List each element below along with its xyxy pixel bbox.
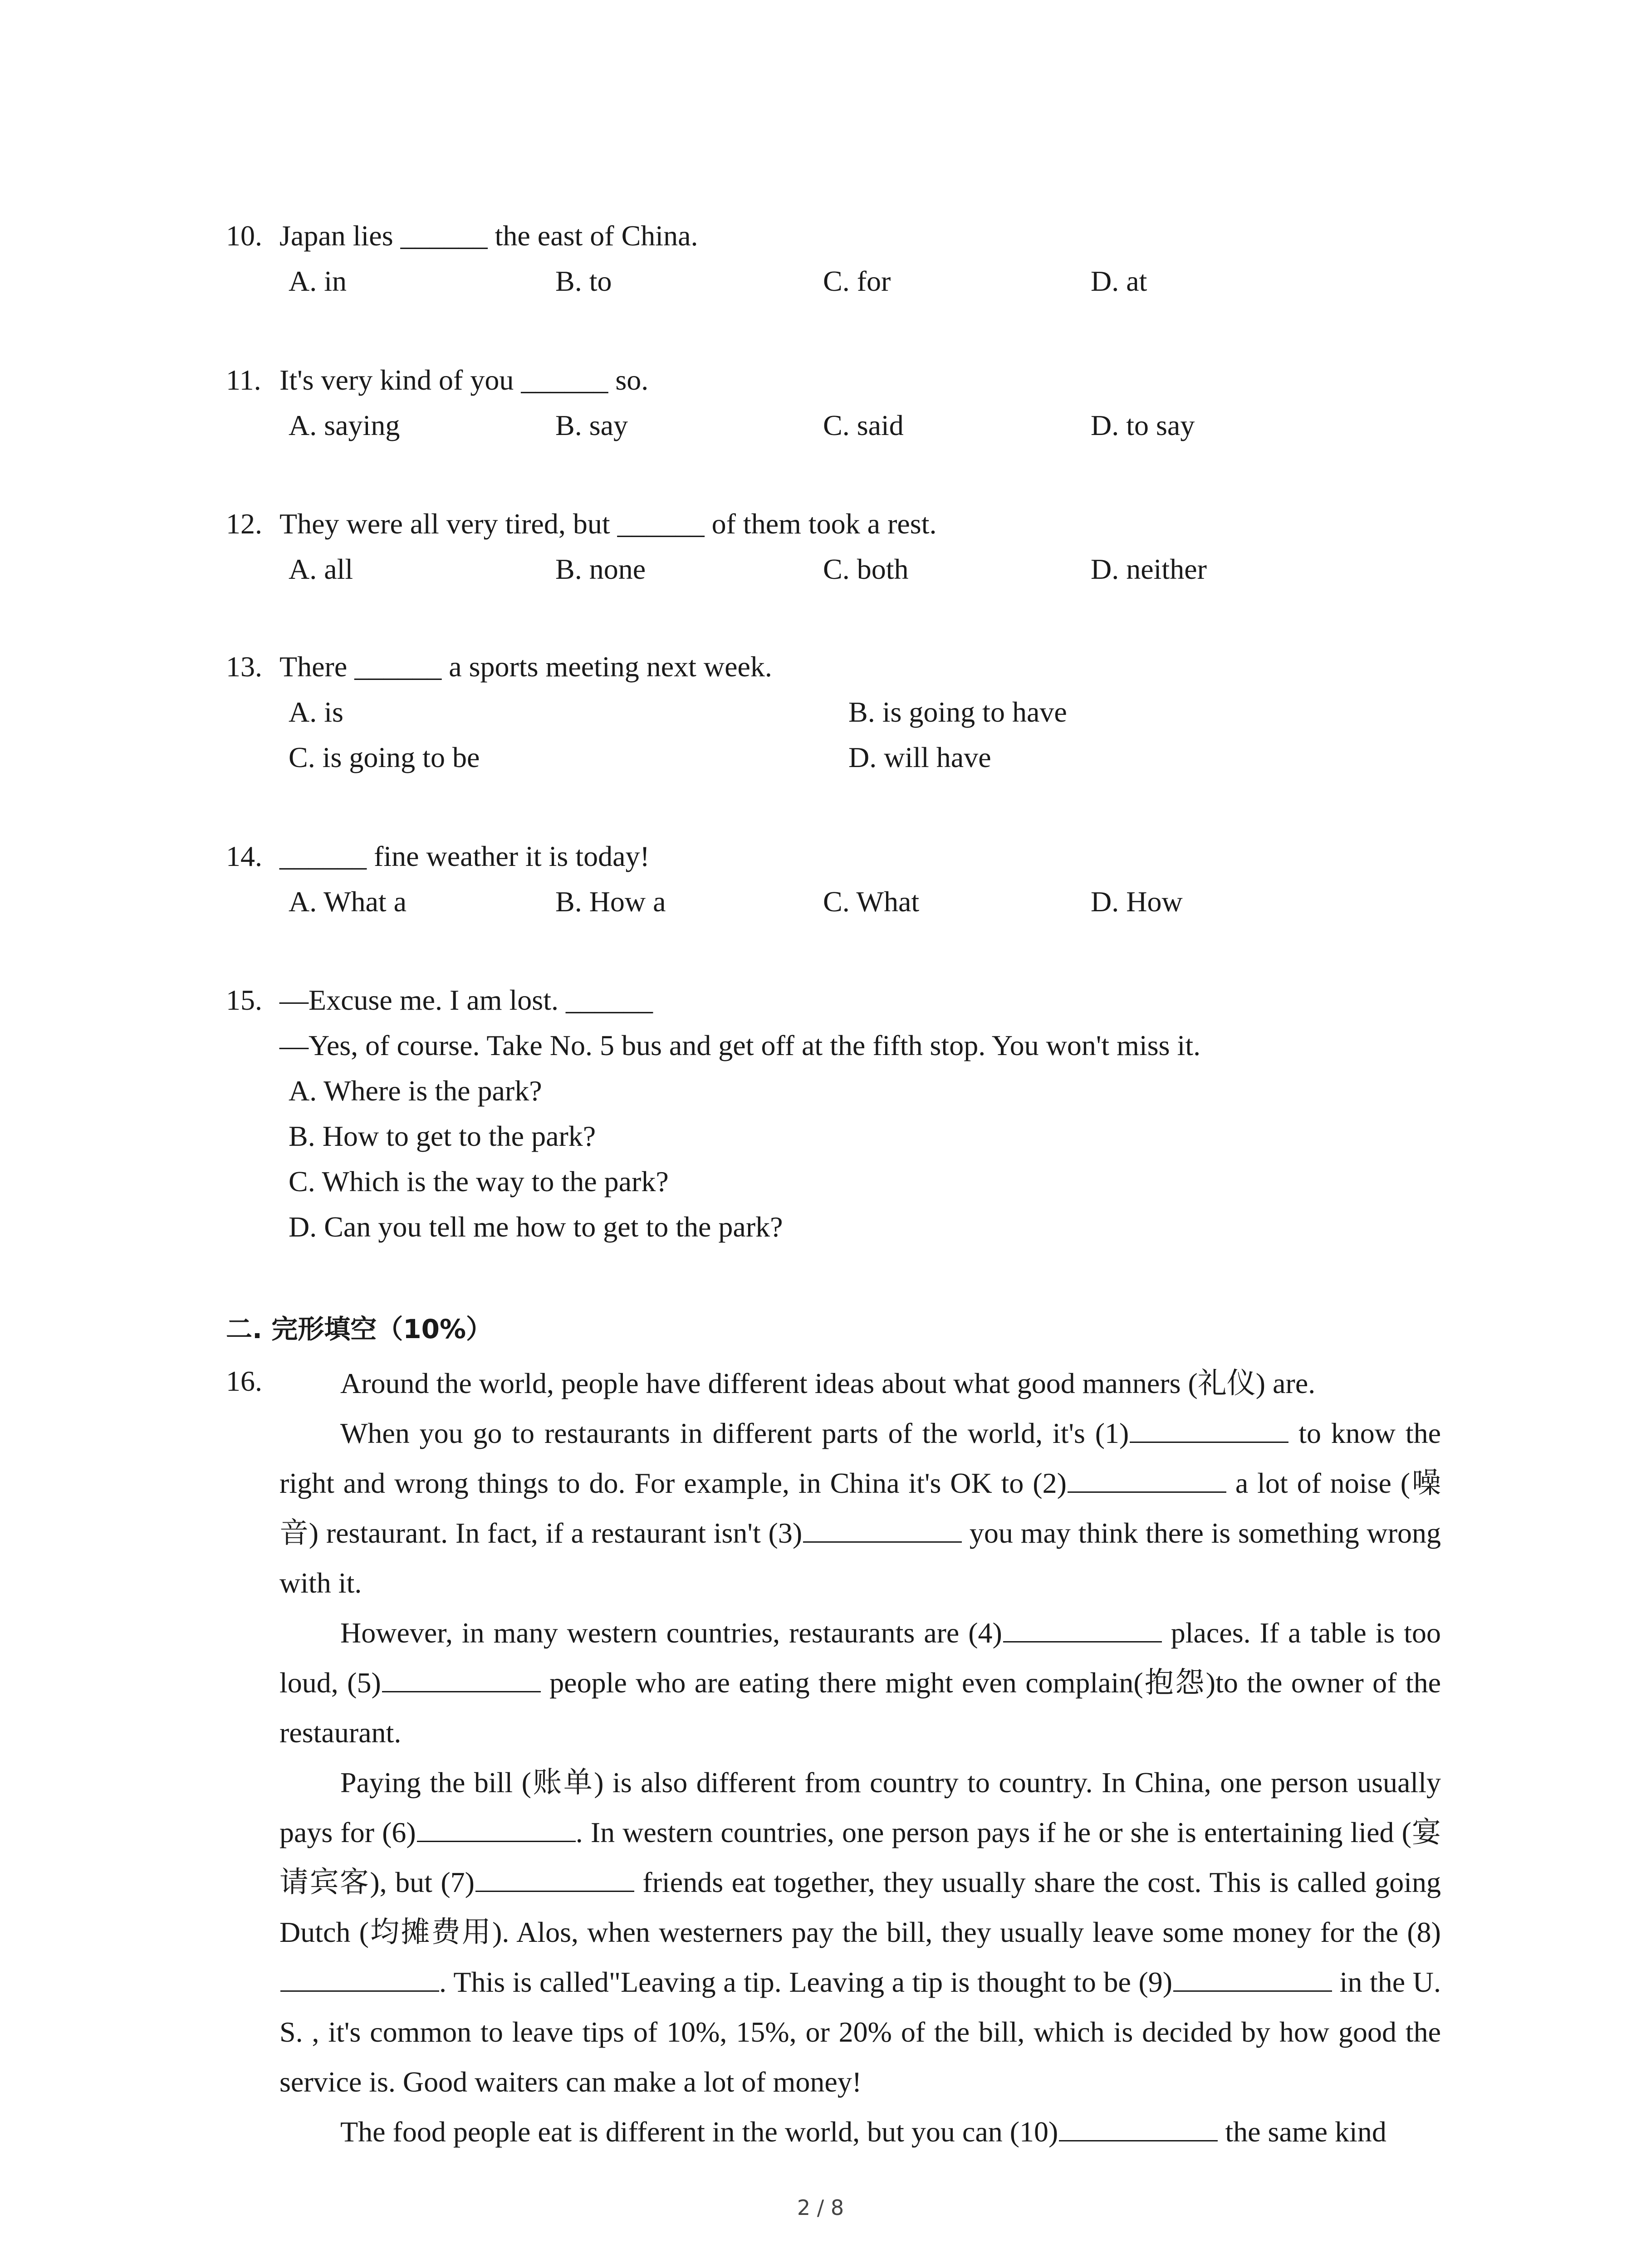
passage-paragraph: The food people eat is different in the world, but you can (10) the same kind — [279, 2107, 1441, 2157]
question-number: 15. — [226, 984, 262, 1016]
option-b: B. say — [555, 409, 628, 441]
question-number: 11. — [226, 364, 261, 396]
option-a: A. Where is the park? — [289, 1075, 542, 1107]
option-d: D. to say — [1091, 409, 1195, 441]
option-a: A. all — [289, 553, 353, 585]
question-10 — [226, 213, 1460, 304]
answer-blank-8[interactable] — [280, 1963, 439, 1992]
answer-blank-1[interactable] — [1130, 1414, 1288, 1443]
answer-blank-2[interactable] — [1068, 1464, 1226, 1493]
option-d: D. How — [1091, 885, 1183, 918]
option-d: D. at — [1091, 265, 1147, 297]
dialogue-reply: —Yes, of course. Take No. 5 bus and get off at the fifth stop. You won't miss it. — [279, 1029, 1201, 1061]
question-stem: ______ fine weather it is today! — [279, 840, 650, 872]
question-stem: It's very kind of you ______ so. — [279, 364, 649, 396]
question-number: 10. — [226, 220, 262, 252]
question-12 — [226, 501, 1460, 592]
answer-blank-10[interactable] — [1059, 2113, 1218, 2141]
answer-blank-6[interactable] — [417, 1813, 576, 1842]
option-c: C. is going to be — [289, 741, 480, 773]
question-number: 14. — [226, 840, 262, 872]
answer-blank-4[interactable] — [1003, 1614, 1162, 1642]
question-stem: Japan lies ______ the east of China. — [279, 220, 698, 252]
option-d: D. Can you tell me how to get to the park? — [289, 1211, 783, 1243]
question-number: 13. — [226, 650, 262, 683]
option-c: C. said — [823, 409, 904, 441]
option-b: B. How a — [555, 885, 666, 918]
option-a: A. What a — [289, 885, 407, 918]
option-d: D. will have — [848, 741, 991, 773]
option-c: C. for — [823, 265, 891, 297]
question-13 — [226, 644, 1460, 780]
question-number: 16. — [226, 1365, 262, 1397]
question-number: 12. — [226, 508, 262, 540]
option-a: A. is — [289, 696, 343, 728]
question-15 — [226, 978, 1460, 1250]
option-b: B. to — [555, 265, 612, 297]
question-14 — [226, 834, 1460, 924]
option-c: C. Which is the way to the park? — [289, 1165, 669, 1198]
question-11 — [226, 357, 1460, 448]
answer-blank-3[interactable] — [803, 1514, 962, 1543]
option-c: C. What — [823, 885, 920, 918]
passage-paragraph: However, in many western countries, restaurants are (4) places. If a table is too loud, (5) people who are eating there might even complain(抱怨)to the owner of the restaurant. — [279, 1608, 1441, 1758]
passage-paragraph: When you go to restaurants in different parts of the world, it's (1) to know the right and wrong things to do. For example, in China it's OK to (2) a lot of noise (噪音) restaurant. In fact, if a restaurant isn't (3) you may think there is something wrong with it. — [279, 1408, 1441, 1608]
option-d: D. neither — [1091, 553, 1207, 585]
page-number: 2 / 8 — [797, 2195, 844, 2220]
option-a: A. saying — [289, 409, 400, 441]
section-title: 二. 完形填空（10%） — [226, 1314, 493, 1344]
question-stem: They were all very tired, but ______ of them took a rest. — [279, 508, 937, 540]
question-stem: There ______ a sports meeting next week. — [279, 650, 772, 683]
passage-paragraph: Around the world, people have different ideas about what good manners (礼仪) are. — [340, 1367, 1316, 1399]
answer-blank-9[interactable] — [1173, 1963, 1332, 1992]
answer-blank-7[interactable] — [475, 1863, 634, 1892]
option-b: B. is going to have — [848, 696, 1067, 728]
answer-blank-5[interactable] — [382, 1664, 541, 1692]
question-stem: —Excuse me. I am lost. ______ — [279, 984, 653, 1016]
passage-paragraph: Paying the bill (账单) is also different from country to country. In China, one person usually pays for (6) . In western countries, one person pays if he or she is entertaining lied (宴请宾客), but (7) friends eat together, they usually share the cost. This is called going Dutch (均摊费用). Alos, when westerners pay the bill, they usually leave some money for the (8). This is called"Leaving a tip. Leaving a tip is thought to be (9) in the U. S. , it's common to leave tips of 10%, 15%, or 20% of the bill, which is decided by how good the service is. Good waiters can make a lot of money! — [279, 1766, 1441, 2098]
option-c: C. both — [823, 553, 909, 585]
option-b: B. none — [555, 553, 646, 585]
option-a: A. in — [289, 265, 347, 297]
option-b: B. How to get to the park? — [289, 1120, 596, 1152]
